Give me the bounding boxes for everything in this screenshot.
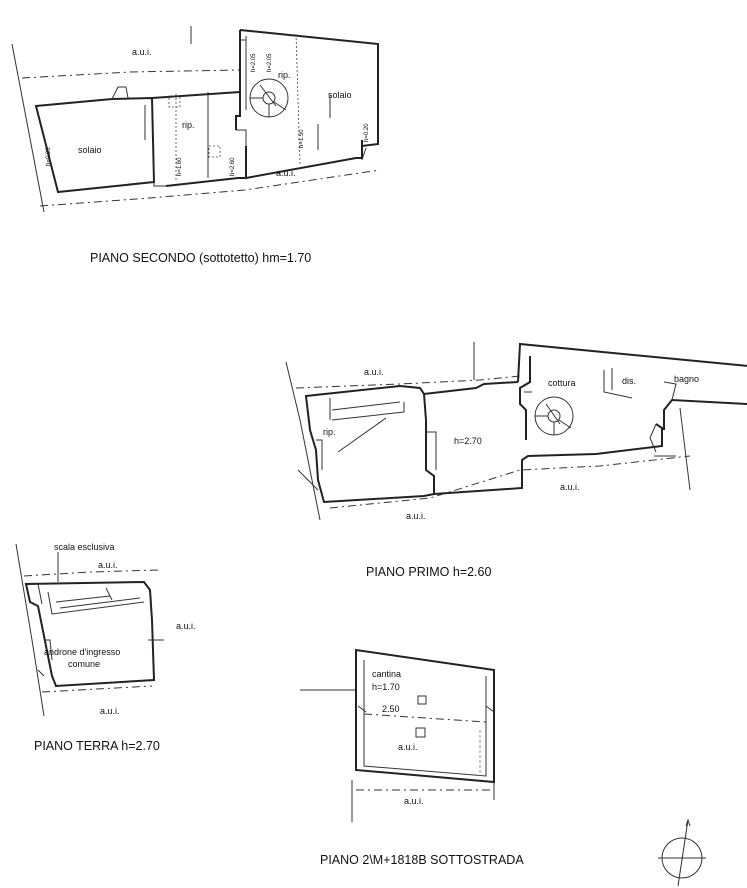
room-label-cottura: cottura xyxy=(548,378,576,388)
caption-piano-sottostrada: PIANO 2\M+1818B SOTTOSTRADA xyxy=(320,853,524,867)
height-mark: h=2.60 xyxy=(230,157,236,176)
north-arrow-icon xyxy=(658,820,706,886)
room-label-rip: rip. xyxy=(182,120,195,130)
label-aui: a.u.i. xyxy=(398,742,418,752)
height-mark: h=2.05 xyxy=(267,53,273,72)
height-mark: h=0.20 xyxy=(364,123,370,142)
label-aui: a.u.i. xyxy=(176,621,196,631)
label-aui: a.u.i. xyxy=(406,511,426,521)
height-mark: 2.50 xyxy=(382,704,400,714)
room-label-comune: comune xyxy=(68,659,101,669)
label-aui: a.u.i. xyxy=(98,560,118,570)
height-mark: h=1.50 xyxy=(299,129,305,148)
label-aui: a.u.i. xyxy=(132,47,152,57)
caption-piano-secondo: PIANO SECONDO (sottotetto) hm=1.70 xyxy=(90,251,312,265)
plan-piano-primo xyxy=(286,342,747,579)
caption-piano-primo: PIANO PRIMO h=2.60 xyxy=(366,565,492,579)
room-label-solaio: solaio xyxy=(328,90,352,100)
label-scala-esclusiva: scala esclusiva xyxy=(54,542,115,552)
room-label-rip: rip. xyxy=(278,70,291,80)
height-mark: h=2.70 xyxy=(454,436,482,446)
label-aui: a.u.i. xyxy=(560,482,580,492)
label-aui: a.u.i. xyxy=(404,796,424,806)
label-aui: a.u.i. xyxy=(100,706,120,716)
label-aui: a.u.i. xyxy=(364,367,384,377)
height-mark: h=2.05 xyxy=(251,53,257,72)
plan-piano-terra xyxy=(16,542,196,753)
room-label-bagno: bagno xyxy=(674,374,700,384)
height-mark: h=1.70 xyxy=(372,682,400,692)
label-aui: a.u.i. xyxy=(276,168,296,178)
room-label-androne: androne d'ingresso xyxy=(44,647,121,657)
room-label-cantina: cantina xyxy=(372,669,402,679)
room-label-dis: dis. xyxy=(622,376,637,386)
height-mark: h=1.60 xyxy=(177,157,183,176)
room-label-rip: rip. xyxy=(323,427,336,437)
caption-piano-terra: PIANO TERRA h=2.70 xyxy=(34,739,160,753)
height-mark: h=0.20 xyxy=(46,147,52,166)
plan-piano-sottostrada xyxy=(300,650,524,867)
room-label-solaio: solaio xyxy=(78,145,102,155)
plan-piano-secondo xyxy=(12,26,380,265)
